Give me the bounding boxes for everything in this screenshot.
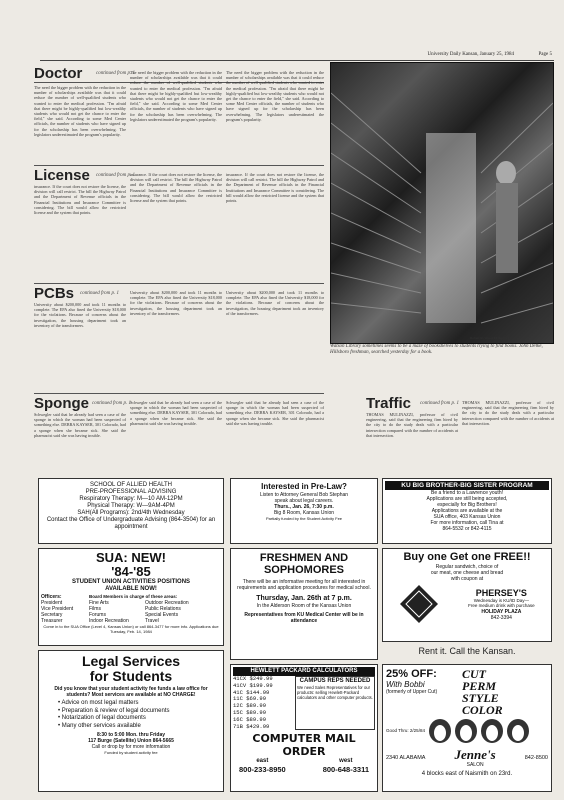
story-body-sponge-col3: Schwegler said that he already had seen a case of the sponge in which the woman had been suspected of something else. DEBRA KAYSER, 301 Colorado, had a sponge when she became sick. She said the pharmacist said she was having trouble. xyxy=(226,400,324,426)
ad-bigbro-line: 864-5532 or 842-4115 xyxy=(442,526,492,532)
story-head-traffic: Traffic xyxy=(366,395,412,412)
ad-bigbro-line: Applications are still being accepted, xyxy=(426,496,508,502)
ad-sua-foot: Come in to the SUA Office (Level 4, Kansas Union) or call 864-3477 for more info. Applications due Tuesday, Feb. 14, 1984 xyxy=(43,624,219,634)
ad-sua-board xyxy=(89,594,221,624)
library-photo xyxy=(330,62,554,344)
ad-jennes-services xyxy=(462,668,548,716)
ad-jennes-service: COLOR xyxy=(462,703,503,717)
ad-prelaw xyxy=(230,478,378,544)
rule xyxy=(34,283,324,284)
ad-sua-officer: Treasurer xyxy=(41,618,63,624)
ad-allied-row: Physical Therapy: W—9AM-4PM xyxy=(87,503,175,509)
rule xyxy=(34,393,324,394)
ad-buyone-line: Regular sandwich, choice of xyxy=(435,564,499,570)
ad-hp-west: west xyxy=(339,758,353,765)
ad-sua-area: Outdoor Recreation xyxy=(145,600,189,606)
ad-prelaw-place: Big 8 Room, Kansas Union xyxy=(273,510,335,516)
ad-hp-reps-box xyxy=(295,676,375,730)
ad-buyone-plaza: HOLIDAY PLAZA xyxy=(481,608,522,615)
ad-bigbro-line: SUA office, 403 Kansas Union xyxy=(433,514,501,520)
ad-bigbro-line: For more information, call Tina at xyxy=(430,520,504,526)
ad-buyone-line: our meat, one cheese and bread xyxy=(430,570,504,576)
ad-hp-reps-head: CAMPUS REPS NEEDED xyxy=(299,678,371,684)
ad-allied-row: Respiratory Therapy: M—10 AM-12PM xyxy=(79,496,183,502)
ad-allied-contact: Contact the Office of Undergraduate Advising (864-3504) for an appointment xyxy=(46,517,216,530)
ad-sua-area: Films xyxy=(89,606,101,612)
ad-sua-officers-head: Officers: xyxy=(41,594,62,600)
ad-big-brother xyxy=(382,478,552,544)
ad-allied-health xyxy=(38,478,224,544)
masthead-page: Page 5 xyxy=(538,52,552,57)
ad-bigbro-title: KU BIG BROTHER-BIG SISTER PROGRAM xyxy=(385,481,549,490)
story-body-pcbs-col2: University about $200,000 and took 11 months to complete. The EPA also fined the University $18,000 for the violations. Because of concerns about the investigation, the housing department took an inventory of the transformers. xyxy=(130,290,222,316)
ad-legal-title2: for Students xyxy=(89,668,173,684)
ad-legal-services xyxy=(38,650,224,792)
ad-freshmen-t2: SOPHOMORES xyxy=(263,564,345,576)
ad-jennes-addr: 2340 ALABAMA xyxy=(386,755,426,761)
ad-jennes-salon xyxy=(382,664,552,792)
ad-hp-phone-west: 800-648-3311 xyxy=(322,765,369,775)
ad-legal-hours: 8:30 to 5:00 Mon. thru Friday xyxy=(96,732,166,738)
ad-freshmen-t1: FRESHMEN AND xyxy=(259,552,349,564)
ad-jennes-service: STYLE xyxy=(462,691,499,705)
ad-legal-bullet: • Notarization of legal documents xyxy=(58,715,146,721)
ad-legal-call: Call or drop by for more information xyxy=(91,744,171,750)
bookshelf-illustration xyxy=(331,63,553,343)
ad-jennes-good: Good Thru: 2/25/84 xyxy=(386,728,425,734)
story-body-pcbs-col1: University about $200,000 and took 11 months to complete. The EPA also fined the University $18,000 for the violations. Because of concerns about the investigation, the housing department took an inventory of the transformers. xyxy=(34,302,126,328)
ad-sua-title: SUA: NEW! xyxy=(95,550,167,565)
story-body-doctor-col2: The need the bigger problem with the reduction in the number of scholarships available was that it could reduce the number of well-qualified students who wanted to enter the medical profession. "I'm afraid that there might be highly-qualified but low-wealthy students who would not get the chance to enter the field," she said. According to some Med Center officials, the number of students who have signed up for the scholarship has been overwhelming. The legislators underestimated the program's popularity. xyxy=(130,70,222,122)
ad-sua-positions xyxy=(41,594,221,624)
ad-legal-bullet: • Many other services available xyxy=(58,722,141,729)
story-body-sponge-col2: Schwegler said that he already had seen a case of the sponge in which the woman had been suspected of something else. DEBRA KAYSER, 301 Colorado, had a sponge when she became sick. She said the pharmacist said she was having trouble. xyxy=(130,400,222,426)
ad-sua-officer: Secretary xyxy=(41,612,63,618)
photo-caption: Watson Library sometimes seems to be a maze of bookshelves to students trying to find books. John Delke, Hillsboro freshman, searched yesterday for a book. xyxy=(330,344,543,355)
ad-hp-mail: COMPUTER MAIL ORDER xyxy=(252,732,356,759)
ad-freshmen xyxy=(230,548,378,660)
ad-rent-it: Rent it. Call the Kansan. xyxy=(418,646,516,656)
ad-jennes-with: With Bobbi xyxy=(386,680,425,689)
ad-bigbro-line: especially for Big Brothers! xyxy=(437,502,497,508)
ad-sua-area: Fine Arts xyxy=(89,600,109,606)
ad-hp-brand: HEWLETT PACKARD CALCULATORS xyxy=(233,667,375,676)
story-cont-license: continued from p. 1 xyxy=(96,173,135,178)
ad-sua xyxy=(38,548,224,646)
ad-prelaw-title: Interested in Pre-Law? xyxy=(261,482,347,491)
ad-prelaw-line: Listen to Attorney General Bob Stephan xyxy=(259,492,349,498)
story-body-license-col1: insurance. If the court does not restore the license, the division will call restrict. The bill the Highway Patrol and the Department of Revenue officials in the Financial Institutions and Insurance Committee is considering. The bill would allow the restricted license and the system that points. xyxy=(34,184,126,216)
ad-hp-reps-body: We need Sales Representatives for our products: selling Hewlett-Packard calculators and other computer products. xyxy=(297,685,373,700)
story-head-license: License xyxy=(34,167,90,184)
ad-jennes-loc: 4 blocks east of Naismith on 23rd. xyxy=(421,771,513,777)
story-body-pcbs-col3: University about $200,000 and took 11 months to complete. The EPA also fined the University $18,000 for the violations. Because of concerns about the investigation, the housing department took an inventory of the transformers. xyxy=(226,290,324,316)
ad-legal-title1: Legal Services xyxy=(81,653,181,669)
ad-hp-price-list: 41CX $249.99 41CV $199.99 41C $144.99 11C $69.99 12C $89.99 15C $89.99 16C $89.99 71B $429.99 xyxy=(233,675,273,730)
ad-legal-fund: Funded by student activity fee xyxy=(104,750,158,755)
ad-buyone-brand: PHERSEY'S xyxy=(475,587,527,598)
ad-sua-officer: Vice President xyxy=(41,606,74,612)
ad-freshmen-body: There will be an informative meeting for all interested in requirements and application procedures for medical school. xyxy=(237,579,371,591)
ad-freshmen-rep: Representatives from KU Medical Center will be in attendance xyxy=(244,612,364,624)
ad-legal-bullet: • Advice on most legal matters xyxy=(58,700,139,706)
story-body-doctor-col1: The need the bigger problem with the reduction in the number of scholarships available was that it could reduce the number of well-qualified students who wanted to enter the medical profession. "I'm afraid that there might be highly-qualified but low-wealthy students who would not get the chance to enter the field," she said. According to some Med Center officials, the number of students who have signed up for the scholarship has been overwhelming. The legislators underestimated the program's popularity. xyxy=(34,85,126,137)
ad-sua-area: Special Events xyxy=(145,612,179,618)
ad-sua-area: Indoor Recreation xyxy=(89,618,129,624)
ad-jennes-off: 25% OFF: xyxy=(386,668,437,680)
story-body-license-col3: insurance. If the court does not restore the license, the division will call restrict. The bill the Highway Patrol and the Department of Revenue officials in the Financial Institutions and Insurance Committee is considering. The bill would allow the restricted license and the system that points. xyxy=(226,172,324,204)
story-body-sponge-col1: Schwegler said that he already had seen a case of the sponge in which the woman had been suspected of something else. DEBRA KAYSER, 301 Colorado, had a sponge when she became sick. She said the pharmacist said she was having trouble. xyxy=(34,412,126,438)
ad-allied-row: SAH(All Programs): 2nd/4th Wednesday xyxy=(77,510,185,516)
ad-freshmen-date: Thursday, Jan. 26th at 7 p.m. xyxy=(256,595,352,602)
photo-credit: Robert R. Wood/UDKphoto xyxy=(470,336,510,340)
ad-jennes-service: PERM xyxy=(462,679,497,693)
ad-legal-addr: 117 Burge (Satellite) Union 864-5665 xyxy=(88,738,174,744)
ad-jennes-brand: Jenne's xyxy=(454,747,496,762)
story-cont-sponge: continued from p. 1 xyxy=(92,401,131,406)
ad-sua-avail: AVAILABLE NOW! xyxy=(105,586,157,592)
story-cont-pcbs: continued from p. 1 xyxy=(80,291,119,296)
ad-legal-intro: Did you know that your student activity fee funds a law office for students? Most services are available at NO CHARGE! xyxy=(54,686,208,698)
ad-jennes-salon-label: SALON xyxy=(466,762,484,768)
ad-hp-calculators xyxy=(230,664,378,792)
ad-sua-area: Travel xyxy=(145,618,159,624)
ad-buy-one xyxy=(382,548,552,642)
ad-sua-officers xyxy=(41,594,89,624)
ad-hp-east: east xyxy=(256,758,269,765)
story-body-doctor-col3: The need the bigger problem with the reduction in the number of scholarships available was that it could reduce the number of well-qualified students who wanted to enter the medical profession. "I'm afraid that there might be highly-qualified but low-wealthy students who would not get the chance to enter the field," she said. According to some Med Center officials, the number of students who have signed up for the scholarship has been overwhelming. The legislators underestimated the program's popularity. xyxy=(226,70,324,122)
rule xyxy=(34,165,324,166)
ad-jennes-phone: 842-8500 xyxy=(524,755,548,761)
ad-sua-year: '84-'85 xyxy=(111,564,151,579)
ad-allied-line2: PRE-PROFESSIONAL ADVISING xyxy=(85,489,177,495)
masthead xyxy=(40,50,554,61)
coupon-diamond-icon xyxy=(399,584,439,624)
masthead-paper: University Daily Kansan, January 25, 1984 xyxy=(427,52,514,57)
ad-sua-officer: President xyxy=(41,600,63,606)
ad-prelaw-line: speak about legal careers. xyxy=(274,498,334,504)
story-cont-doctor: continued from p. 1 xyxy=(96,71,135,76)
ad-bigbro-line: Be a friend to a Lawrence youth! xyxy=(431,490,503,496)
ad-buyone-line: with coupon at xyxy=(450,576,484,582)
ad-sua-area: Public Relations xyxy=(145,606,181,612)
ad-prelaw-fund: Partially funded by the Student Activity Fee xyxy=(265,516,343,521)
ad-jennes-formerly: (formerly of Upper Cut) xyxy=(386,689,438,695)
ad-legal-bullet: • Preparation & review of legal documents xyxy=(58,707,170,714)
ad-buyone-title: Buy one Get one FREE!! xyxy=(403,551,531,563)
ad-legal-list xyxy=(58,700,220,730)
story-head-sponge: Sponge xyxy=(34,395,89,412)
ad-buyone-line: Free medium drink with purchase xyxy=(468,603,535,608)
story-head-doctor: Doctor xyxy=(34,65,83,82)
salon-faces-illustration xyxy=(426,718,544,744)
ad-buyone-phone: 842-3394 xyxy=(490,614,512,621)
story-head-pcbs: PCBs xyxy=(34,285,75,302)
ad-hp-phone-east: 800-233-8950 xyxy=(239,765,286,775)
ad-prelaw-date: Thurs., Jan. 26, 7:30 p.m. xyxy=(274,504,334,510)
ad-sua-area: Forums xyxy=(89,612,106,618)
ad-jennes-service: CUT xyxy=(462,667,486,681)
ad-sua-sub: STUDENT UNION ACTIVITIES POSITIONS xyxy=(71,579,191,585)
ad-freshmen-place: In the Alderson Room of the Kansas Union xyxy=(256,603,352,609)
ad-sua-board-head: Board Members in charge of these areas: xyxy=(89,594,178,599)
story-body-traffic-col2: THOMAS MULINAZZI, professor of civil engineering, said that the engineering firm hired by the city to do the study deals with a particular intersection compared with the number of accidents at that intersection. xyxy=(462,400,554,426)
ad-buyone-line: Wednesday is KU/ID Day— xyxy=(473,597,529,603)
story-body-traffic-col1: THOMAS MULINAZZI, professor of civil engineering, said that the engineering firm hired by the city to do the study deals with a particular intersection compared with the number of accidents at that intersection. xyxy=(366,412,458,438)
story-cont-traffic: continued from p. 1 xyxy=(420,401,459,406)
ad-allied-line1: SCHOOL OF ALLIED HEALTH xyxy=(89,482,173,488)
story-body-license-col2: insurance. If the court does not restore the license, the division will call restrict. The bill the Highway Patrol and the Department of Revenue officials in the Financial Institutions and Insurance Committee is considering. The bill would allow the restricted license and the system that points. xyxy=(130,172,222,204)
ad-bigbro-line: Applications are available at the xyxy=(431,508,503,514)
